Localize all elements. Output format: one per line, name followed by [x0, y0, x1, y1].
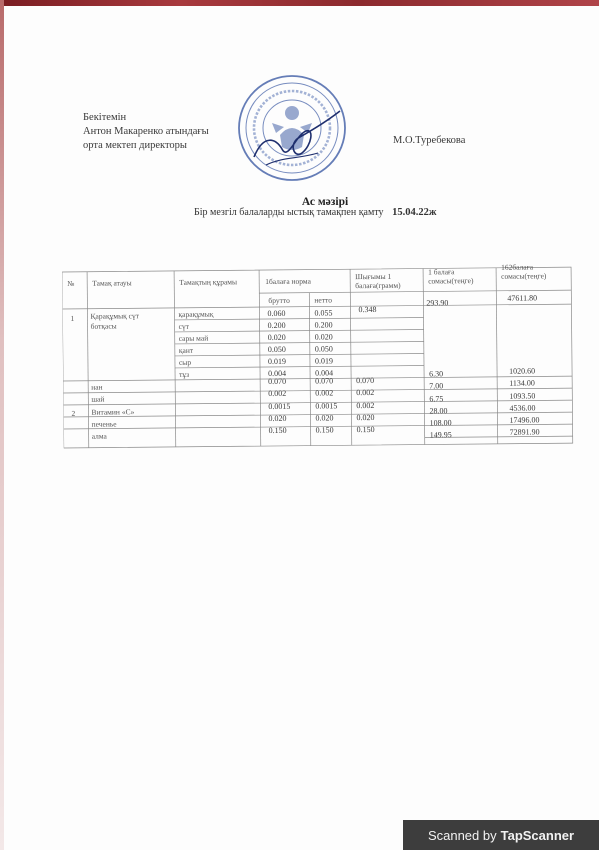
row-1-price-one: 293.90 — [426, 298, 449, 308]
top-border — [0, 0, 599, 6]
row-7-brutto: 0.070 — [268, 376, 287, 387]
row-9-no: 2 — [71, 408, 76, 418]
row-8-consumption: 0.002 — [356, 388, 375, 398]
approval-line-2: Антон Макаренко атындағы — [83, 126, 209, 137]
row-9-brutto: 0.0015 — [268, 401, 291, 412]
row-1-composition: қарақұмық — [178, 309, 214, 319]
row-10-price-one: 28.00 — [429, 406, 448, 416]
total-price-all: 72891.90 — [509, 427, 540, 437]
row-3-composition: сары май — [178, 333, 209, 343]
header-norm: 1балаға норма — [265, 276, 311, 287]
row-5-brutto: 0.019 — [267, 356, 286, 367]
approval-line-3: орта мектеп директоры — [83, 140, 187, 151]
row-2-brutto: 0.200 — [267, 320, 286, 331]
header-consumption: Шығымы 1 балаға(грамм) — [355, 271, 401, 291]
header-no: № — [67, 278, 75, 288]
row-11-price-one: 108.00 — [429, 418, 452, 428]
row-6-brutto: 0.004 — [268, 368, 287, 379]
row-10-price-total: 4536.00 — [509, 403, 536, 413]
row-1-price-total: 47611.80 — [507, 293, 538, 303]
subtitle-text: Бір мезгіл балаларды ыстық тамақпен қамту — [194, 207, 384, 218]
row-7-netto: 0.070 — [315, 376, 334, 386]
row-1-consumption: 0.348 — [358, 304, 377, 315]
row-8-price-one: 7.00 — [429, 381, 444, 391]
row-10-brutto: 0.020 — [268, 413, 287, 424]
row-1-dish: Қарақұмық сүт — [90, 311, 140, 321]
row-7-consumption: 0.070 — [356, 376, 375, 386]
row-3-brutto: 0.020 — [267, 332, 286, 343]
row-1-brutto: 0.060 — [267, 308, 286, 319]
row-2-composition: сүт — [178, 321, 190, 331]
row-7-price-one: 6.30 — [429, 369, 444, 379]
header-composition: Тамақтың құрамы — [179, 277, 238, 287]
row-8-price-total: 1134.00 — [509, 378, 535, 388]
menu-title: Ас мәзірі — [301, 196, 349, 208]
row-4-composition: қант — [178, 345, 194, 355]
row-11-dish: алма — [91, 431, 107, 441]
row-1-netto: 0.055 — [314, 308, 333, 318]
scanner-watermark-badge — [403, 820, 599, 850]
row-9-netto: 0.0015 — [315, 401, 338, 411]
left-edge-shadow — [0, 0, 4, 850]
row-9-price-total: 1093.50 — [509, 391, 536, 401]
header-netto: нетто — [314, 295, 332, 305]
header-dish: Тамақ атауы — [92, 278, 132, 288]
row-9-dish: Витамин «С» — [91, 407, 135, 417]
row-8-dish: шай — [91, 394, 105, 404]
row-11-netto: 0.150 — [315, 425, 334, 435]
row-10-dish: печенье — [91, 419, 117, 429]
menu-date: 15.04.22ж — [392, 207, 437, 218]
menu-table — [62, 258, 574, 449]
row-9-price-one: 6.75 — [429, 394, 444, 404]
director-name: М.О.Туребекова — [393, 135, 466, 146]
row-8-brutto: 0.002 — [268, 388, 287, 399]
row-11-price-total: 17496.00 — [509, 415, 540, 425]
badge-brand: TapScanner — [500, 827, 575, 843]
total-price-one: 149.95 — [429, 430, 452, 440]
menu-subtitle — [194, 207, 436, 218]
row-2-netto: 0.200 — [314, 320, 333, 330]
row-5-composition: сыр — [178, 357, 192, 367]
header-price-total: 162балаға сомасы(теңге) — [501, 262, 547, 281]
row-11-brutto: 0.150 — [268, 425, 287, 436]
row-11-consumption: 0.150 — [356, 425, 375, 435]
row-7-price-total: 1020.60 — [509, 366, 536, 376]
row-5-netto: 0.019 — [314, 356, 333, 366]
row-6-composition: тұз — [179, 369, 190, 379]
approval-line-1: Бекітемін — [83, 112, 127, 123]
header-brutto: брутто — [268, 295, 290, 306]
row-10-netto: 0.020 — [315, 413, 334, 423]
approval-block — [83, 111, 209, 153]
school-seal-stamp — [236, 73, 348, 183]
row-1-dish-line2: ботқасы — [90, 321, 117, 331]
row-4-netto: 0.050 — [314, 344, 333, 354]
row-9-consumption: 0.002 — [356, 401, 375, 411]
row-4-brutto: 0.050 — [267, 344, 286, 355]
badge-prefix: Scanned by — [427, 827, 497, 843]
row-8-netto: 0.002 — [315, 388, 334, 398]
header-price-one: 1 балаға сомасы(теңге) — [428, 267, 474, 286]
row-10-consumption: 0.020 — [356, 413, 375, 423]
row-7-dish: нан — [91, 382, 103, 392]
row-1-no: 1 — [70, 313, 75, 323]
row-3-netto: 0.020 — [314, 332, 333, 342]
row-6-netto: 0.004 — [315, 368, 334, 378]
